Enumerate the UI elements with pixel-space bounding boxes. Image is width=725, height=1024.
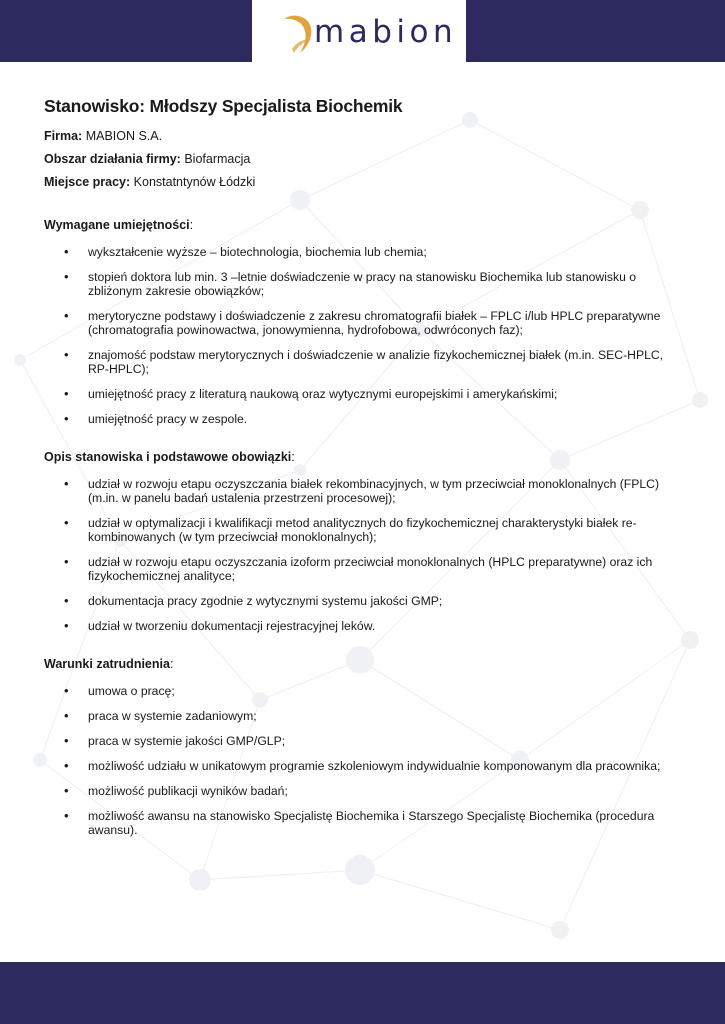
list-item: • umowa o pracę; [44,684,684,698]
duties-list [44,477,684,633]
list-item: • możliwość udziału w unikatowym programie szkoleniowym indywidualnie komponowanym dla pracownika; [44,759,684,773]
duties-heading-text: Opis stanowiska i podstawowe obowiązki [44,450,292,464]
list-item: • wykształcenie wyższe – biotechnologia, biochemia lub chemia; [44,245,684,259]
list-item: • stopień doktora lub min. 3 –letnie doświadczenie w pracy na stanowisku Biochemika lub stanowisku o zbliżonym zakresie obowiązków; [44,270,684,298]
duties-heading: Opis stanowiska i podstawowe obowiązki: [44,450,295,464]
list-item: • praca w systemie zadaniowym; [44,709,684,723]
logo-wordmark: mabion [314,14,458,50]
company-label: Firma: [44,129,83,143]
list-item: • udział w optymalizacji i kwalifikacji metod analitycznych do fizykochemicznej charakterystyki białek re-kombinowanych (w tym przeciwciał monoklonalnych); [44,516,684,544]
skills-heading-text: Wymagane umiejętności [44,218,190,232]
list-item: • udział w rozwoju etapu oczyszczania białek rekombinacyjnych, w tym przeciwciał monoklonalnych (FPLC) (m.in. w panelu badań ustalenia przestrzeni procesowej); [44,477,684,505]
list-item: • umiejętność pracy z literaturą naukową oraz wytycznymi europejskimi i amerykańskimi; [44,387,684,401]
list-item: • udział w rozwoju etapu oczyszczania izoform przeciwciał monoklonalnych (HPLC preparatywne) oraz ich fizykochemicznej analityce; [44,555,684,583]
list-item: • możliwość publikacji wyników badań; [44,784,684,798]
list-item: • znajomość podstaw merytorycznych i doświadczenie w analizie fizykochemicznej białek (m.in. SEC-HPLC, RP-HPLC); [44,348,684,376]
page-title: Stanowisko: Młodszy Specjalista Biochemik [44,96,403,116]
company-logo [252,0,466,66]
footer-band [0,962,725,1024]
skills-heading: Wymagane umiejętności: [44,218,194,232]
list-item: • udział w tworzeniu dokumentacji rejestracyjnej leków. [44,619,684,633]
conditions-heading-text: Warunki zatrudnienia [44,657,170,671]
location-value: Konstatntynów Łódzki [133,175,256,189]
list-item: • możliwość awansu na stanowisko Specjalistę Biochemika i Starszego Specjalistę Biochemika (procedura awansu). [44,809,684,837]
area-value: Biofarmacja [184,152,251,166]
list-item: • merytoryczne podstawy i doświadczenie z zakresu chromatografii białek – FPLC i/lub HPLC preparatywne (chromatografia powinowactwa, jonowymienna, hydrofobowa, odwróconych faz); [44,309,684,337]
company-line [44,125,684,148]
area-line [44,148,684,171]
skills-list [44,245,684,426]
list-item: • praca w systemie jakości GMP/GLP; [44,734,684,748]
job-posting [44,96,684,848]
location-line [44,171,684,194]
conditions-heading: Warunki zatrudnienia: [44,657,174,671]
list-item: • dokumentacja pracy zgodnie z wytycznymi systemu jakości GMP; [44,594,684,608]
company-value: MABION S.A. [85,129,163,143]
area-label: Obszar działania firmy: [44,152,181,166]
conditions-list [44,684,684,837]
location-label: Miejsce pracy: [44,175,131,189]
list-item: • umiejętność pracy w zespole. [44,412,684,426]
